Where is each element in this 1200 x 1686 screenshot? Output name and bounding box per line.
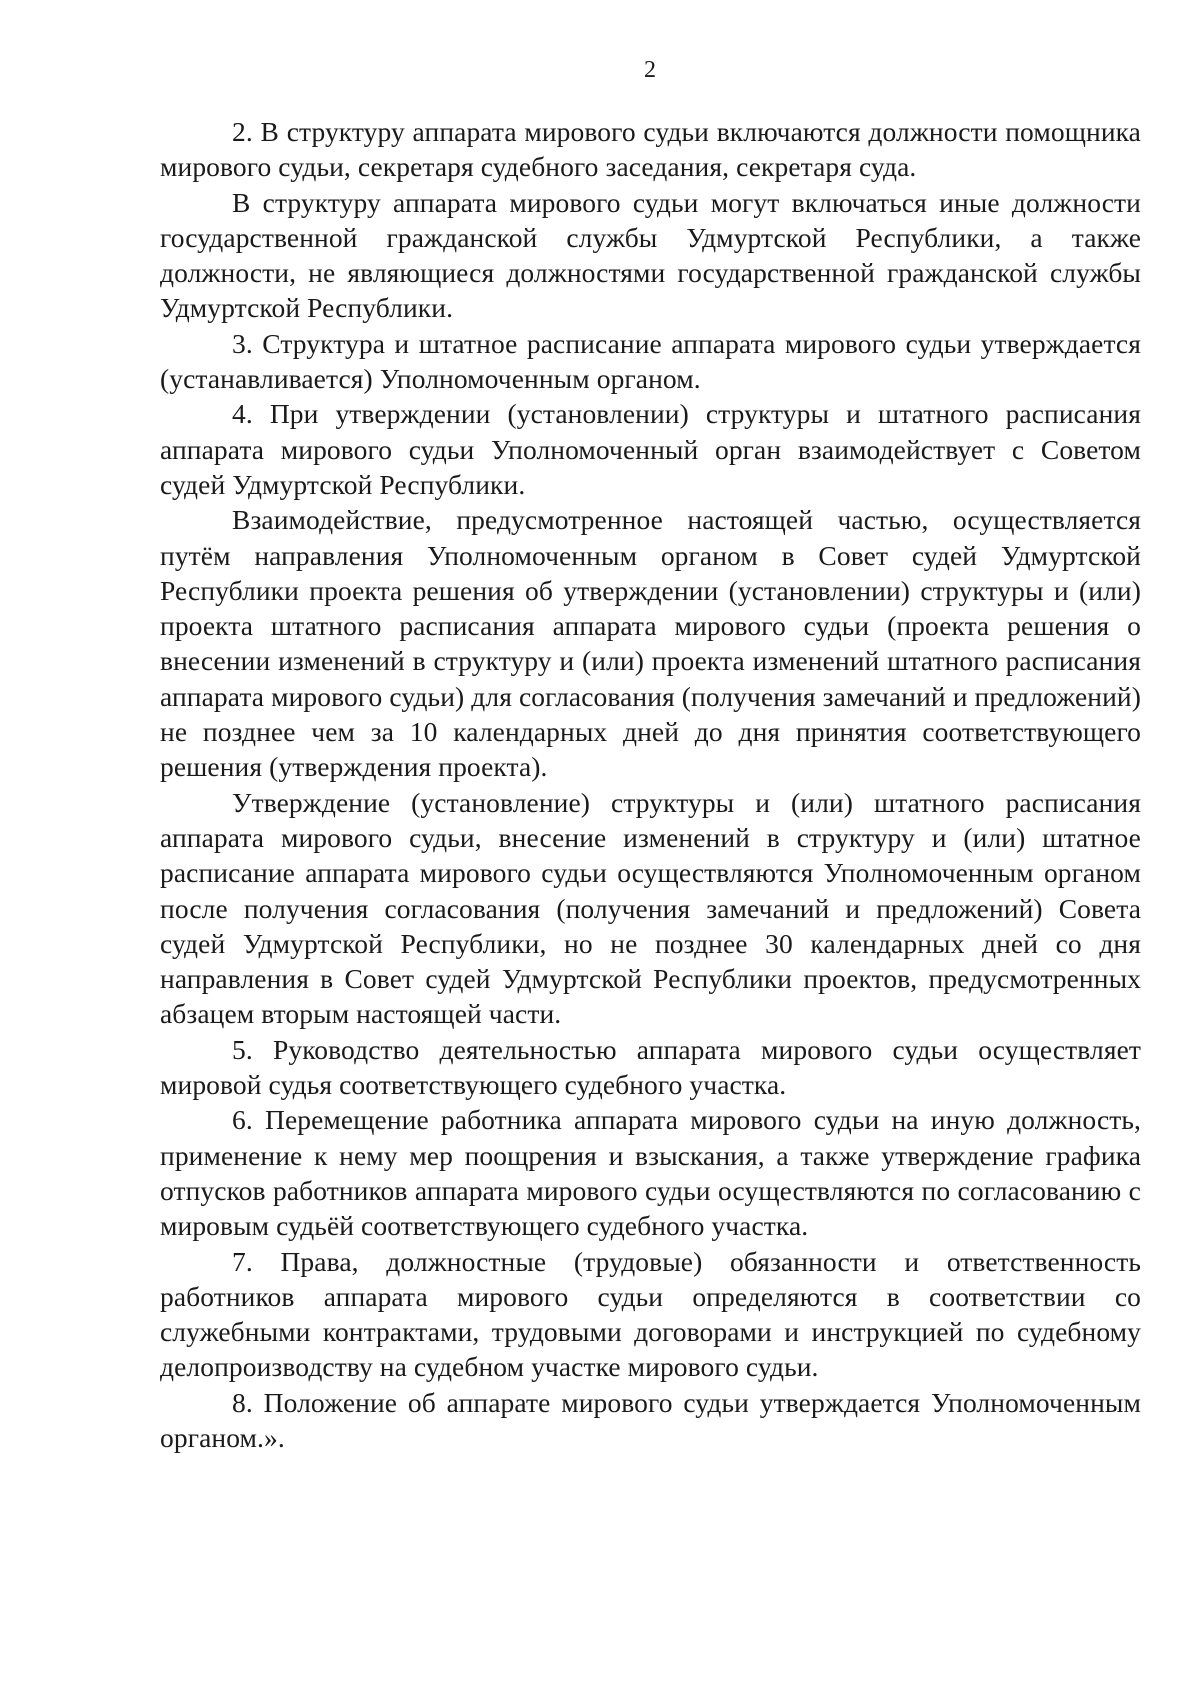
- paragraph-part-2: 2. В структуру аппарата мирового судьи включаются должности помощника мирового судьи, секретаря судебного заседания, секретаря суда.: [160, 116, 1141, 183]
- page-number: 2: [644, 57, 656, 83]
- paragraph-part-5: 5. Руководство деятельностью аппарата мирового судьи осуществляет мировой судья соответствующего судебного участка.: [160, 1033, 1141, 1101]
- paragraph-part-4-interaction: Взаимодействие, предусмотренное настоящей частью, осуществляется путём направления Уполномоченным органом в Совет судей Удмуртской Республики проекта решения об утверждении (установлении) структуры и (или) проекта штатного расписания аппарата мирового судьи (проекта решения о внесении изменений в структуру и (или) проекта изменений штатного расписания аппарата мирового судьи) для согласования (получения замечаний и предложений) не позднее чем за 10 календарных дней до дня принятия соответствующего решения (утверждения проекта).: [160, 504, 1141, 783]
- paragraph-part-4: 4. При утверждении (установлении) структуры и штатного расписания аппарата мирового судьи Уполномоченный орган взаимодействует с Советом судей Удмуртской Республики.: [160, 398, 1141, 500]
- paragraph-part-7: 7. Права, должностные (трудовые) обязанности и ответственность работников аппарата мирового судьи определяются в соответствии со служебными контрактами, трудовыми договорами и инструкцией по судебному делопроизводству на судебном участке мирового судьи.: [160, 1245, 1141, 1383]
- paragraph-part-3: 3. Структура и штатное расписание аппарата мирового судьи утверждается (устанавливается) Уполномоченным органом.: [160, 327, 1141, 395]
- document-body: [160, 114, 1141, 1455]
- paragraph-part-6: 6. Перемещение работника аппарата мирового судьи на иную должность, применение к нему мер поощрения и взыскания, а также утверждение графика отпусков работников аппарата мирового судьи осуществляются по согласованию с мировым судьёй соответствующего судебного участка.: [160, 1104, 1141, 1242]
- paragraph-part-4-approval: Утверждение (установление) структуры и (или) штатного расписания аппарата мирового судьи, внесение изменений в структуру и (или) штатное расписание аппарата мирового судьи осуществляются Уполномоченным органом после получения согласования (получения замечаний и предложений) Совета судей Удмуртской Республики, но не позднее 30 календарных дней со дня направления в Совет судей Удмуртской Республики проектов, предусмотренных абзацем вторым настоящей части.: [160, 786, 1141, 1030]
- paragraph-part-8: 8. Положение об аппарате мирового судьи утверждается Уполномоченным органом.».: [160, 1386, 1141, 1453]
- paragraph-part-2-additional-positions: В структуру аппарата мирового судьи могут включаться иные должности государственной гражданской службы Удмуртской Республики, а также должности, не являющиеся должностями государственной гражданской службы Удмуртской Республики.: [160, 186, 1141, 324]
